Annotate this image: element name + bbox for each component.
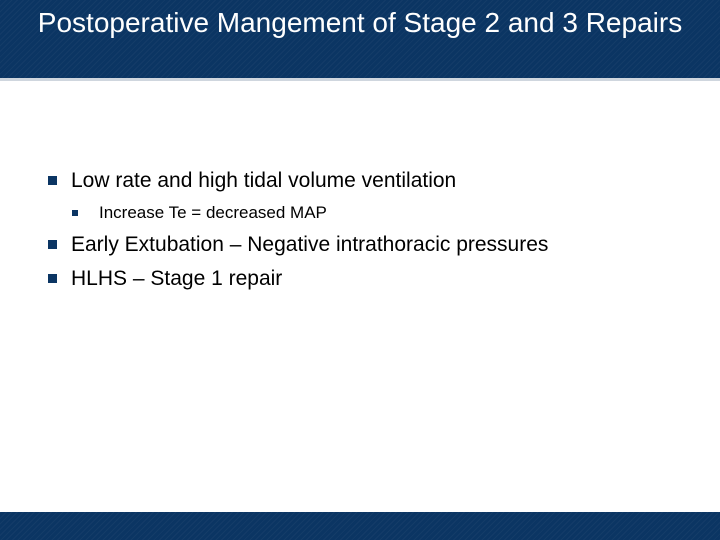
bullet-text: Early Extubation – Negative intrathoracic pressures xyxy=(71,233,549,256)
bullet-text: HLHS – Stage 1 repair xyxy=(71,267,283,290)
square-bullet-icon xyxy=(48,240,57,249)
square-bullet-icon xyxy=(72,210,78,216)
bullet-text: Low rate and high tidal volume ventilation xyxy=(71,169,457,192)
slide-title: Postoperative Mangement of Stage 2 and 3 Repairs xyxy=(37,7,683,38)
square-bullet-icon xyxy=(48,274,57,283)
footer-bar xyxy=(0,512,720,540)
sub-bullet-text: Increase Te = decreased MAP xyxy=(99,203,327,222)
square-bullet-icon xyxy=(48,176,57,185)
